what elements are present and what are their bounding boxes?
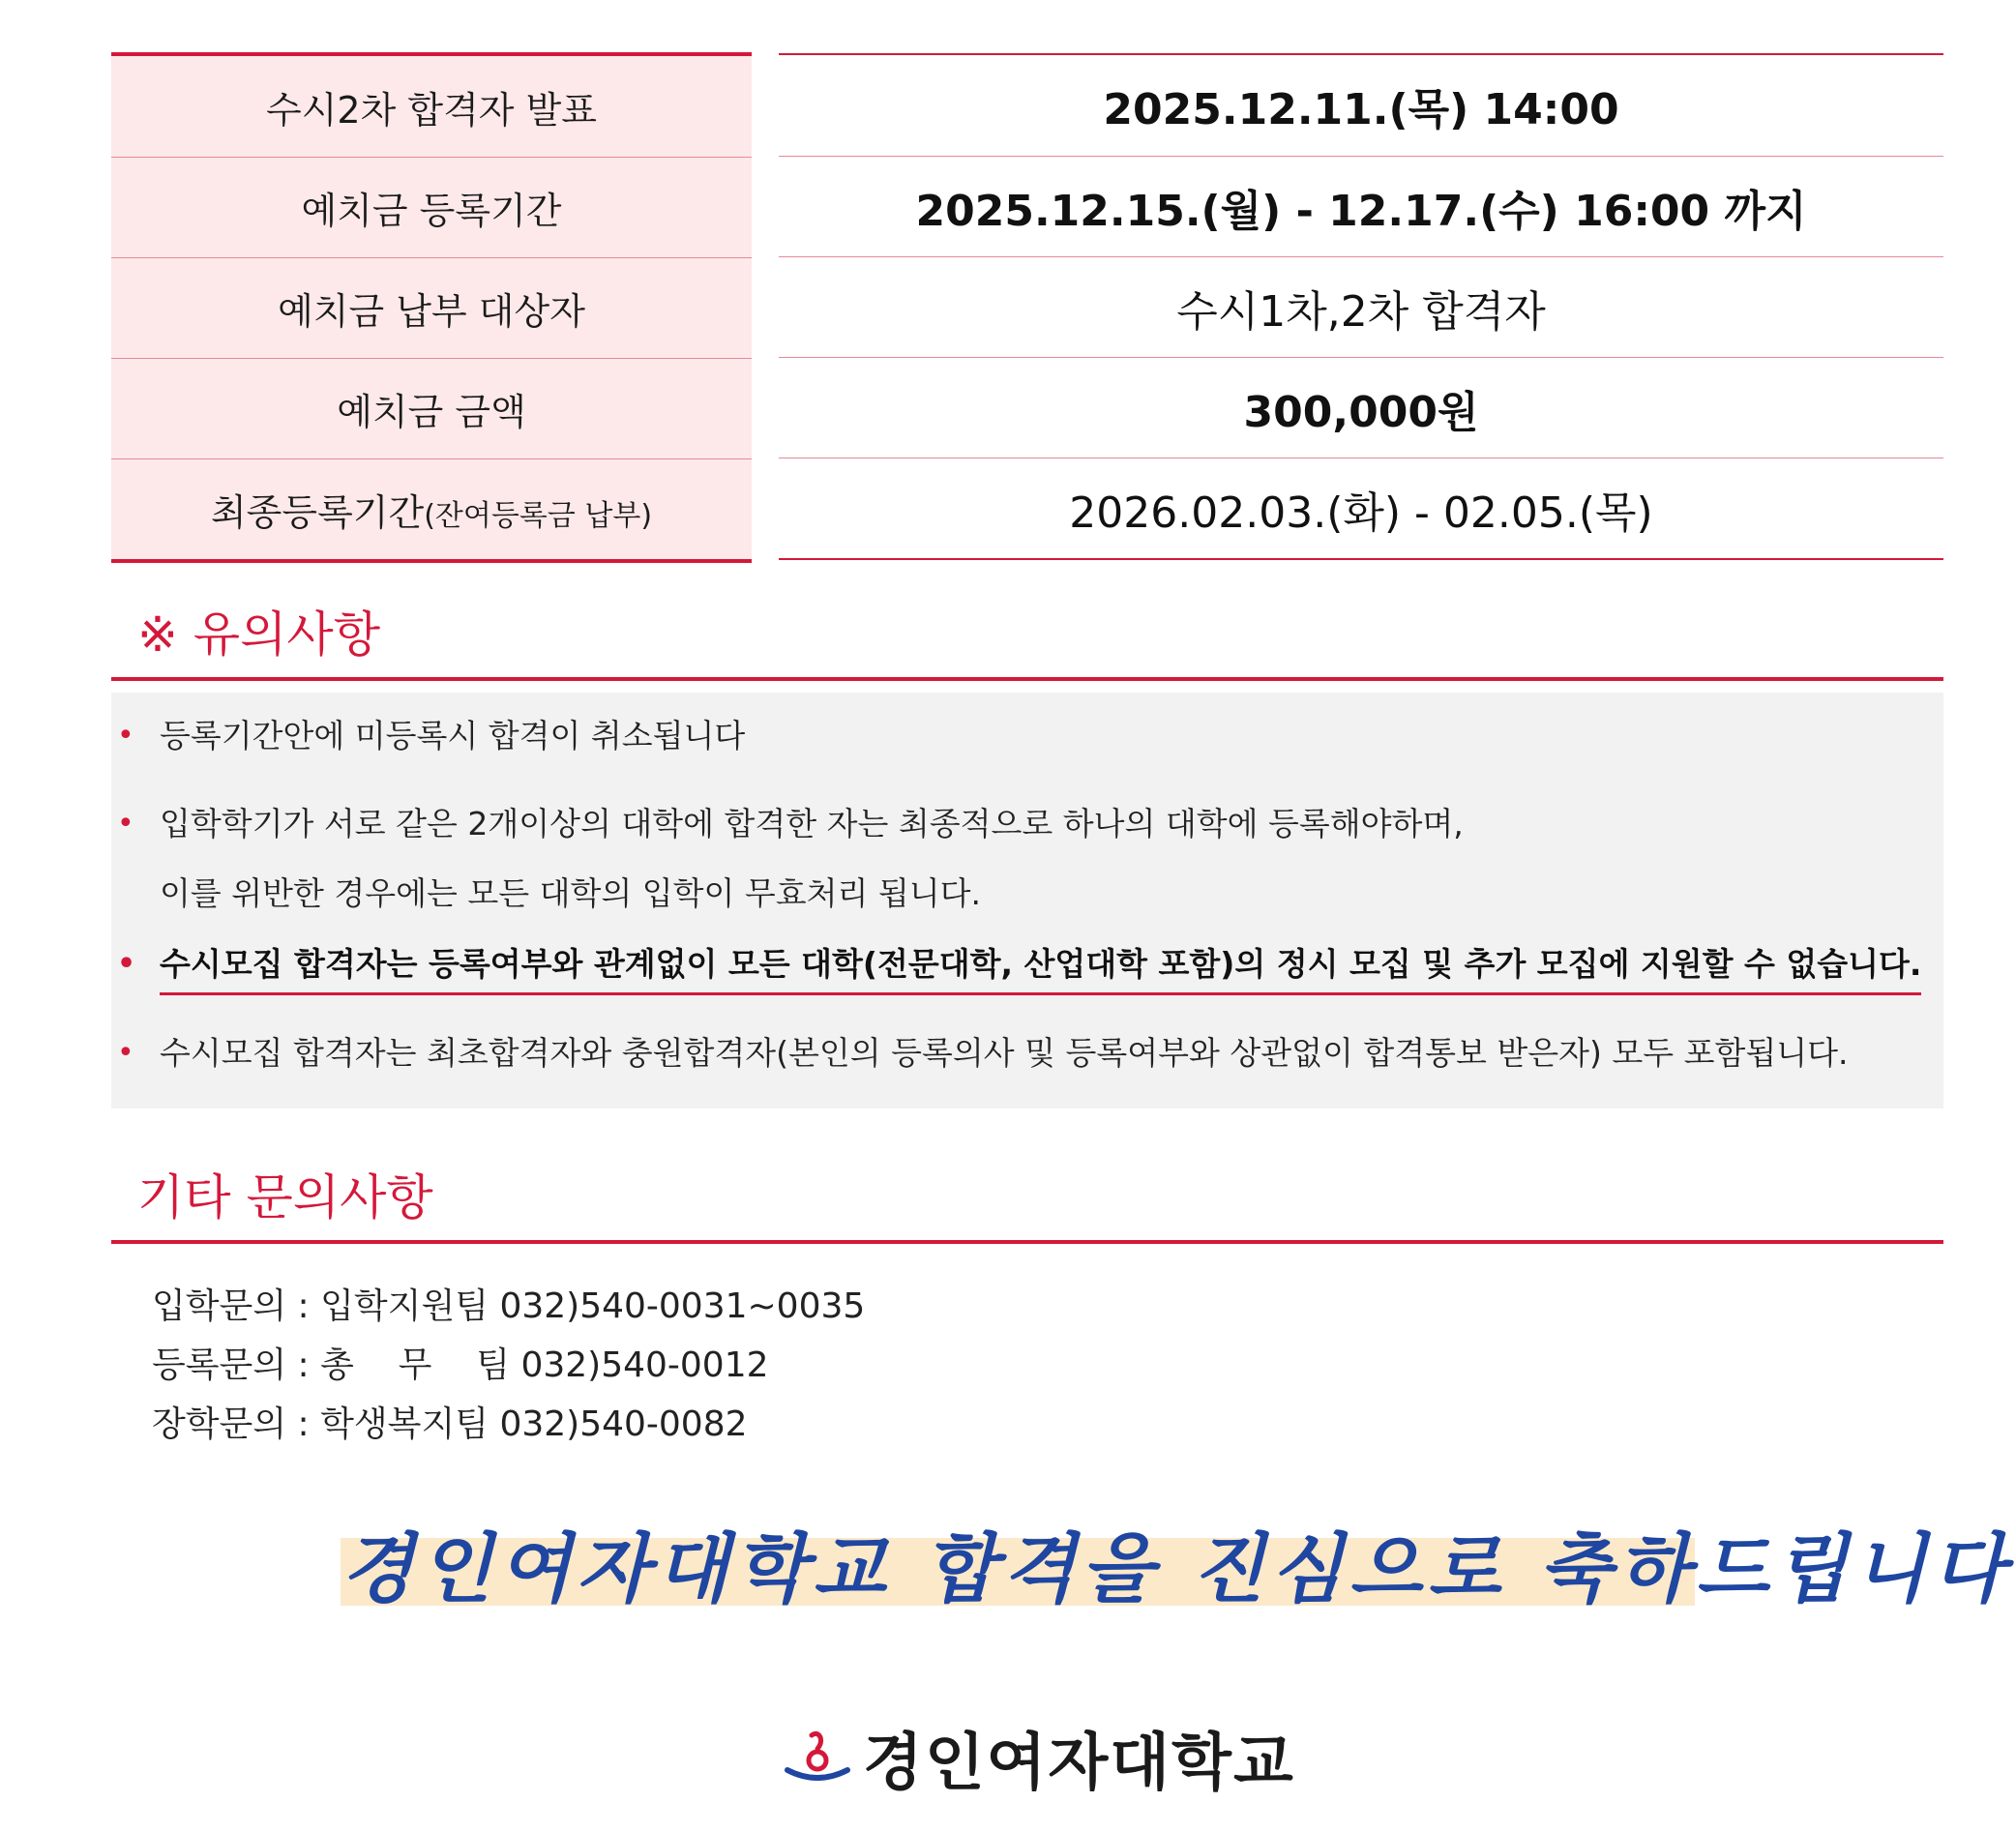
schedule-value: 300,000원 [1243,387,1479,437]
bullet-icon: • [117,807,134,841]
schedule-label-row [111,56,752,157]
schedule-label: 예치금 납부 대상자 [278,290,585,333]
notice-box [111,693,1943,1108]
schedule-value-row [779,55,1943,156]
contact-line: 장학문의 : 학생복지팀 032)540-0082 [152,1404,748,1444]
schedule-label-row [111,257,752,358]
notice-text: 입학학기가 서로 같은 2개이상의 대학에 합격한 자는 최종적으로 하나의 대학에 등록해야하며, [160,805,1464,842]
schedule-value-row [779,458,1943,558]
schedule-label-note: (잔여등록금 납부) [424,499,653,533]
schedule-label-row [111,358,752,458]
contact-line: 입학문의 : 입학지원팀 032)540-0031~0035 [152,1286,866,1326]
university-emblem-icon [784,1728,851,1788]
notice-header [111,600,1943,681]
bullet-icon: • [117,719,134,753]
notice-item [117,789,1464,929]
schedule-value: 2025.12.11.(목) 14:00 [1103,85,1619,134]
schedule-value: 2026.02.03.(화) - 02.05.(목) [1069,488,1653,538]
contact-line: 등록문의 : 총 무 팀 032)540-0012 [152,1345,769,1385]
notice-item [117,1018,1849,1089]
schedule-label: 수시2차 합격자 발표 [266,88,597,132]
schedule-value-row [779,357,1943,458]
bullet-icon: • [117,1036,134,1070]
notice-text: 등록기간안에 미등록시 합격이 취소됩니다 [160,717,746,754]
contact-title: 기타 문의사항 [137,1169,433,1226]
schedule-label: 예치금 금액 [337,391,526,433]
notice-text: 수시모집 합격자는 등록여부와 관계없이 모든 대학(전문대학, 산업대학 포함)의 정시 모집 및 추가 모집에 지원할 수 없습니다. [160,945,1921,995]
bullet-icon: • [117,947,136,981]
schedule-value-row [779,256,1943,357]
notice-item-emphasis [117,929,1922,1000]
notice-title: ※ 유의사항 [137,606,380,663]
notice-text: 이를 위반한 경우에는 모든 대학의 입학이 무효처리 됩니다. [160,874,981,912]
schedule-label-row [111,458,752,559]
university-name: 경인여자대학교 [863,1728,1295,1799]
congratulations-slogan: 경인여자대학교 합격을 진심으로 축하드립니다 [341,1525,2011,1613]
university-logo [784,1724,1295,1799]
schedule-values [779,53,1943,560]
schedule-label: 예치금 등록기간 [301,190,562,232]
schedule-label-row [111,157,752,257]
schedule-value: 2025.12.15.(월) - 12.17.(수) 16:00 까지 [915,186,1807,236]
schedule-label-main: 최종등록기간 [210,491,425,534]
schedule-label [211,483,652,536]
schedule-value-row [779,156,1943,256]
notice-text: 수시모집 합격자는 최초합격자와 충원합격자(본인의 등록의사 및 등록여부와 상관없이 합격통보 받은자) 모두 포함됩니다. [160,1034,1849,1072]
schedule-value: 수시1차,2차 합격자 [1176,286,1546,337]
schedule-labels [111,52,752,563]
contact-header [111,1161,1943,1244]
notice-item [117,700,746,772]
